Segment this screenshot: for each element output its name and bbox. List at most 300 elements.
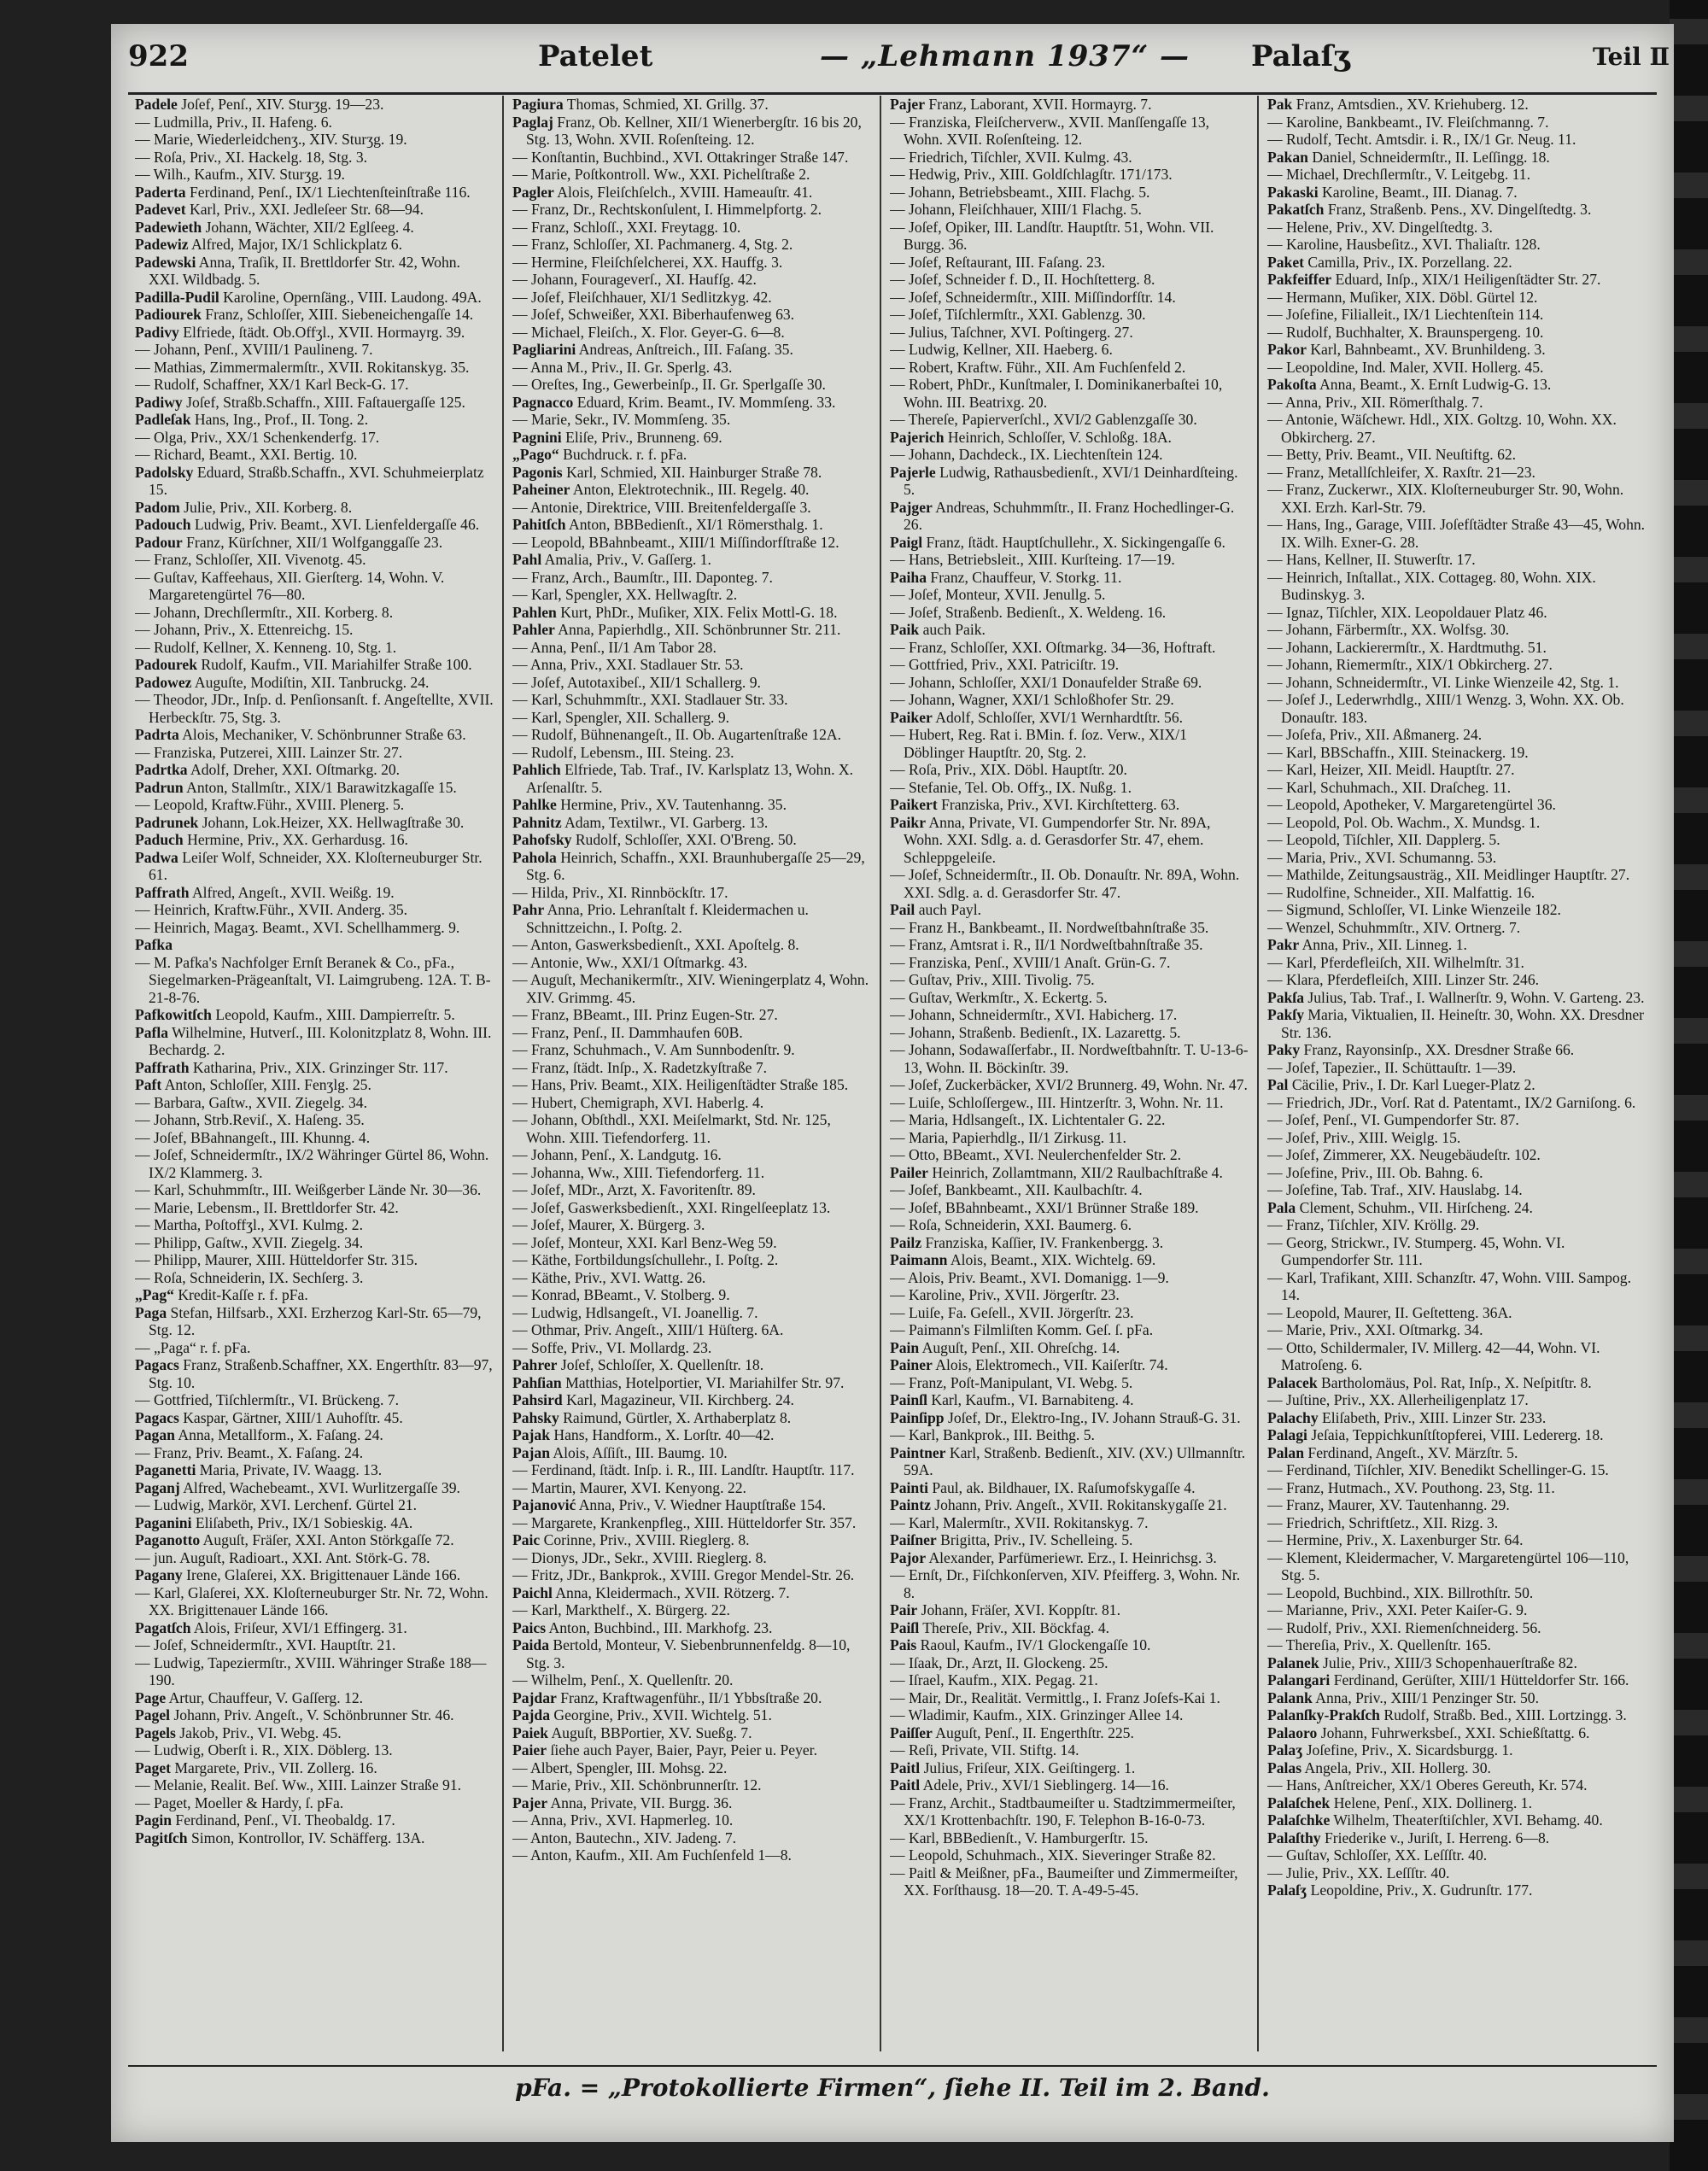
entry-details: Joſef, Schloſſer, X. Quellenſtr. 18. xyxy=(557,1356,764,1373)
entry-details: — Richard, Beamt., XXI. Bertig. 10. xyxy=(135,446,358,463)
directory-entry xyxy=(512,954,871,972)
directory-entry xyxy=(890,919,1249,937)
entry-details: — Friedrich, Schriftſetz., XII. Rizg. 3. xyxy=(1267,1513,1499,1531)
directory-entry xyxy=(1267,1146,1652,1164)
directory-entry xyxy=(135,499,494,517)
entry-surname: Pajerich xyxy=(890,428,945,446)
entry-surname: Palaʒ xyxy=(1267,1741,1303,1758)
entry-details: — Ferdinand, ſtädt. Inſp. i. R., III. Landſtr. Hauptſtr. 117. xyxy=(512,1461,855,1478)
directory-entry xyxy=(512,306,871,324)
directory-entry xyxy=(890,814,1249,867)
entry-details: — Franziska, Putzerei, XIII. Lainzer Str. 27. xyxy=(135,743,403,761)
directory-entry xyxy=(512,534,871,552)
directory-entry xyxy=(135,901,494,919)
directory-entry xyxy=(135,569,494,604)
directory-entry xyxy=(890,429,1249,447)
directory-entry xyxy=(890,1374,1249,1392)
entry-surname: Paitl xyxy=(890,1758,921,1776)
entry-details: Franziska, Priv., XVI. Kirchſtetterg. 63. xyxy=(937,796,1180,813)
directory-entry xyxy=(890,1846,1249,1864)
directory-entry xyxy=(890,1776,1249,1794)
entry-details: — Joſef, Maurer, X. Bürgerg. 3. xyxy=(512,1216,705,1233)
directory-entry xyxy=(512,376,871,394)
directory-entry xyxy=(1267,551,1652,569)
directory-entry xyxy=(512,1601,871,1619)
directory-entry xyxy=(1267,1689,1652,1707)
directory-entry xyxy=(135,1741,494,1759)
entry-details: — Joſef J., Lederwrhdlg., XIII/1 Wenzg. 3, Wohn. XX. Ob. Donauſtr. 183. xyxy=(1267,691,1624,726)
entry-details: — Franz, Maurer, XV. Tautenhanng. 29. xyxy=(1267,1496,1510,1513)
directory-entry xyxy=(1267,1164,1652,1182)
directory-entry xyxy=(890,779,1249,797)
entry-surname: Paiha xyxy=(890,568,927,586)
entry-details: Raimund, Gürtler, X. Arthaberplatz 8. xyxy=(559,1408,792,1426)
entry-details: — Rudolf, Kellner, X. Kenneng. 10, Stg. 1. xyxy=(135,638,397,656)
entry-details: Alois, Friſeur, XVI/1 Effingerg. 31. xyxy=(190,1618,407,1636)
directory-entry xyxy=(890,1339,1249,1357)
directory-entry xyxy=(135,1409,494,1427)
entry-details: — Hedwig, Priv., XIII. Goldſchlagſtr. 171/173. xyxy=(890,166,1173,183)
entry-details: — Gottfried, Tiſchlermſtr., VI. Brückeng. 7. xyxy=(135,1391,400,1408)
entry-details: — Julius, Taſchner, XVI. Poſtingerg. 27. xyxy=(890,323,1133,341)
entry-details: — Rudolfine, Schneider., XII. Malfattig. 16. xyxy=(1267,883,1535,901)
entry-details: — Heinrich, Magaʒ. Beamt., XVI. Schellhammerg. 9. xyxy=(135,918,460,936)
directory-entry xyxy=(512,936,871,954)
entry-surname: Pagonis xyxy=(512,463,563,481)
entry-details: Ludwig, Priv. Beamt., XVI. Lienfeldergaſſe 46. xyxy=(190,516,480,533)
entry-details: — Johann, Lackierermſtr., X. Hardtmuthg. 51. xyxy=(1267,638,1547,656)
entry-details: — Ludwig, Markör, XVI. Lerchenf. Gürtel 21. xyxy=(135,1496,418,1513)
entry-details: Ferdinand, Penſ., IX/1 Liechtenſteinſtraße 116. xyxy=(185,183,471,201)
entry-details: — Klement, Kleidermacher, V. Margaretengürtel 106—110, Stg. 5. xyxy=(1267,1548,1629,1583)
entry-details: — Leopold, Tiſchler, XII. Dapplerg. 5. xyxy=(1267,831,1500,848)
directory-entry xyxy=(1267,691,1652,726)
entry-details: Anton, Buchbind., III. Markhofg. 23. xyxy=(546,1618,773,1636)
directory-entry xyxy=(512,1811,871,1829)
entry-surname: Pagacs xyxy=(135,1408,179,1426)
directory-entry xyxy=(135,1076,494,1094)
directory-entry xyxy=(890,1216,1249,1234)
directory-entry xyxy=(890,1391,1249,1409)
entry-surname: Pagitſch xyxy=(135,1829,188,1846)
entry-details: — Joſef, Tiſchlermſtr., XXI. Gablenzg. 30. xyxy=(890,306,1146,323)
directory-entry xyxy=(1267,1846,1652,1864)
entry-surname: Pajerle xyxy=(890,463,936,481)
directory-entry xyxy=(890,691,1249,709)
entry-surname: Palank xyxy=(1267,1688,1313,1706)
entry-details: — Joſefine, Priv., III. Ob. Bahng. 6. xyxy=(1267,1163,1483,1181)
entry-details: Julius, Tab. Traf., I. Wallnerſtr. 9, Wohn. V. Garteng. 23. xyxy=(1304,988,1645,1006)
entry-surname: Paimann xyxy=(890,1251,948,1268)
entry-surname: Palaſchek xyxy=(1267,1794,1331,1811)
entry-details: — Joſef, Fleiſchhauer, XI/1 Sedlitzkyg. 42. xyxy=(512,288,772,306)
entry-details: — Robert, PhDr., Kunſtmaler, I. Dominikanerbaſtei 10, Wohn. III. Beatrixg. 20. xyxy=(890,376,1223,411)
entry-details: — Franz, Zuckerwr., XIX. Kloſterneuburger Str. 90, Wohn. XXI. Erzh. Karl-Str. 79. xyxy=(1267,481,1624,516)
entry-details: — Martin, Maurer, XVI. Kenyong. 22. xyxy=(512,1478,746,1496)
entry-details: Kaspar, Gärtner, XIII/1 Auhofſtr. 45. xyxy=(178,1408,403,1426)
entry-details: Anna, Traſik, II. Brettldorfer Str. 42, Wohn. XXI. Wildbadg. 5. xyxy=(149,253,460,288)
directory-entry xyxy=(512,1566,871,1584)
directory-entry xyxy=(890,674,1249,692)
directory-entry xyxy=(135,796,494,814)
entry-details: — Franz, Poſt-Manipulant, VI. Webg. 5. xyxy=(890,1373,1133,1391)
entry-surname: Pagiura xyxy=(512,96,564,113)
entry-details: Joſef, Penſ., XIV. Sturʒg. 19—23. xyxy=(177,96,384,113)
directory-entry xyxy=(135,1199,494,1217)
entry-details: — Iſaak, Dr., Arzt, II. Glockeng. 25. xyxy=(890,1653,1108,1671)
entry-details: Hermine, Priv., XX. Gerhardusg. 16. xyxy=(183,831,408,848)
entry-surname: Pajger xyxy=(890,498,933,516)
directory-entry xyxy=(135,1776,494,1794)
directory-entry xyxy=(890,1199,1249,1217)
entry-details: — Karl, Schuhmmſtr., XXI. Stadlauer Str. 33. xyxy=(512,691,788,708)
entry-details: — Johann, Schneidermſtr., XVI. Habicherg. 17. xyxy=(890,1006,1178,1023)
directory-entry xyxy=(1267,726,1652,744)
entry-details: Artur, Chauffeur, V. Gaſſerg. 12. xyxy=(166,1688,364,1706)
entry-details: — Gottfried, Priv., XXI. Patriciſtr. 19. xyxy=(890,656,1120,673)
entry-details: Simon, Kontrollor, IV. Schäfferg. 13A. xyxy=(187,1829,425,1846)
entry-surname: Paft xyxy=(135,1076,162,1093)
directory-entry xyxy=(512,1619,871,1637)
directory-entry xyxy=(512,551,871,569)
entry-surname: Pahofsky xyxy=(512,831,572,848)
entry-surname: Padowez xyxy=(135,673,192,691)
entry-details: Georgine, Priv., XVII. Wichtelg. 51. xyxy=(549,1706,772,1723)
entry-details: — Franz, Schloſſer, XXI. Oſtmarkg. 34—36, Hoftraft. xyxy=(890,638,1216,656)
entry-surname: Pahlke xyxy=(512,796,557,813)
directory-entry xyxy=(1267,1601,1652,1619)
entry-surname: Pala xyxy=(1267,1198,1296,1216)
entry-surname: Padiourek xyxy=(135,306,202,323)
directory-entry xyxy=(1267,1444,1652,1462)
directory-entry xyxy=(135,884,494,902)
directory-entry xyxy=(890,1531,1249,1549)
entry-details: — Karl, Spengler, XX. Hellwagſtr. 2. xyxy=(512,586,738,603)
entry-details: Rudolf, Straßb. Bed., XIII. Lortzingg. 3. xyxy=(1379,1706,1627,1723)
directory-entry xyxy=(512,971,871,1006)
directory-entry xyxy=(135,1304,494,1339)
entry-details: — Dionys, JDr., Sekr., XVIII. Rieglerg. 8. xyxy=(512,1548,767,1566)
entry-details: Eduard, Inſp., XIX/1 Heiligenſtädter Str. 27. xyxy=(1331,271,1601,288)
entry-details: Auguſt, Penſ., XII. Ohreſchg. 14. xyxy=(919,1338,1120,1356)
directory-entry xyxy=(135,1181,494,1199)
entry-details: — Joſef, Monteur, XVII. Jenullg. 5. xyxy=(890,586,1106,603)
entry-details: — Anton, Gaswerksbedienſt., XXI. Apoſtelg. 8. xyxy=(512,936,799,953)
entry-surname: Pailer xyxy=(890,1163,928,1181)
entry-surname: Padourek xyxy=(135,656,197,673)
entry-details: — Alois, Priv. Beamt., XVI. Domanigg. 1—9. xyxy=(890,1268,1169,1286)
entry-details: Alexander, Parfümeriewr. Erz., I. Heinrichsg. 3. xyxy=(926,1548,1217,1566)
entry-details: — Karl, BBSchaffn., XIII. Steinackerg. 19. xyxy=(1267,743,1529,761)
entry-surname: Paichl xyxy=(512,1583,553,1601)
directory-entry xyxy=(1267,796,1652,814)
entry-details: — Guſtav, Schloſſer, XX. Leſſſtr. 40. xyxy=(1267,1846,1488,1864)
entry-details: Alois, Mechaniker, V. Schönbrunner Straße 63. xyxy=(178,726,466,743)
directory-entry xyxy=(512,236,871,254)
entry-details: — Franz, Arch., Baumſtr., III. Daponteg. 7. xyxy=(512,568,773,586)
header-first-entry: Patelet xyxy=(538,39,653,73)
entry-details: — Paget, Moeller & Hardy, ſ. pFa. xyxy=(135,1794,344,1811)
directory-entry xyxy=(1267,1724,1652,1742)
directory-entry xyxy=(512,831,871,849)
entry-details: Anna, Papierhdlg., XII. Schönbrunner Str. 211. xyxy=(554,621,841,638)
directory-entry xyxy=(1267,884,1652,902)
directory-entry xyxy=(512,709,871,727)
entry-surname: Palan xyxy=(1267,1443,1305,1461)
entry-details: — Karoline, Hausbeſitz., XVI. Thaliaſtr. 128. xyxy=(1267,236,1541,253)
entry-details: Anna, Priv., V. Wiedner Hauptſtraße 154. xyxy=(576,1496,827,1513)
footer-rule xyxy=(128,2065,1657,2067)
directory-entry xyxy=(890,534,1249,552)
directory-entry xyxy=(1267,919,1652,937)
entry-surname: Palaoro xyxy=(1267,1723,1318,1741)
directory-entry xyxy=(135,1251,494,1269)
directory-entry xyxy=(135,1496,494,1514)
directory-entry xyxy=(135,306,494,324)
entry-details: Anna, Private, VI. Gumpendorfer Str. Nr. 89A, Wohn. XXI. Sdlg. a. d. Gerasdorfer Str. 47, ehem. Schleppgeleiſe. xyxy=(904,813,1211,866)
entry-details: — Joſef, Schneidermſtr., IX/2 Währinger Gürtel 86, Wohn. IX/2 Klammerg. 3. xyxy=(135,1146,489,1181)
directory-entry xyxy=(512,1776,871,1794)
entry-details: Corinne, Priv., XVIII. Rieglerg. 8. xyxy=(540,1531,750,1548)
column-4 xyxy=(1267,96,1652,2051)
directory-entry xyxy=(1267,1584,1652,1602)
directory-entry xyxy=(1267,1619,1652,1637)
directory-entry xyxy=(135,1794,494,1812)
directory-entry xyxy=(135,1216,494,1234)
entry-details: — Luiſe, Schloſſergew., III. Hintzerſtr. 3, Wohn. Nr. 11. xyxy=(890,1093,1224,1111)
entry-details: — Franz, Schloſſer, XI. Pachmanerg. 4, Stg. 2. xyxy=(512,236,793,253)
entry-details: — Melanie, Realit. Beſ. Ww., XIII. Lainzer Straße 91. xyxy=(135,1776,462,1794)
directory-entry xyxy=(135,1146,494,1181)
entry-surname: Padewieth xyxy=(135,218,202,236)
entry-details: Maria, Viktualien, II. Heineſtr. 30, Wohn. XX. Dresdner Str. 136. xyxy=(1281,1006,1645,1041)
directory-entry xyxy=(512,166,871,184)
directory-entry xyxy=(890,551,1249,569)
directory-entry xyxy=(512,254,871,272)
entry-details: — Konrad, BBeamt., V. Stolberg. 9. xyxy=(512,1286,730,1303)
entry-details: Paul, ak. Bildhauer, IX. Raſumofskygaſſe 4. xyxy=(927,1478,1196,1496)
directory-entry xyxy=(890,1146,1249,1164)
entry-surname: Pafka xyxy=(135,936,173,953)
directory-entry xyxy=(1267,866,1652,884)
directory-entry xyxy=(135,149,494,167)
entry-details: Clement, Schuhm., VII. Hirſcheng. 24. xyxy=(1296,1198,1533,1216)
directory-entry xyxy=(1267,1304,1652,1322)
directory-entry xyxy=(512,744,871,762)
entry-details: — Ernſt, Dr., Fiſchkonſerven, XIV. Pfeifferg. 3, Wohn. Nr. 8. xyxy=(890,1566,1241,1601)
entry-details: — Wilhelm, Penſ., X. Quellenſtr. 20. xyxy=(512,1671,734,1688)
entry-details: Margarete, Priv., VII. Zollerg. 16. xyxy=(171,1758,377,1776)
film-edge-strip xyxy=(1670,0,1708,2171)
entry-details: Andreas, Schuhmmſtr., II. Franz Hochedlinger-G. 26. xyxy=(904,498,1235,533)
entry-surname: Pahr xyxy=(512,901,545,918)
entry-details: — Johann, Betriebsbeamt., XIII. Flachg. 5. xyxy=(890,183,1150,201)
directory-entry xyxy=(135,621,494,639)
entry-details: — Luiſe, Fa. Geſell., XVII. Jörgerſtr. 23. xyxy=(890,1303,1134,1321)
entry-details: Auguſt, BBPortier, XV. Sueßg. 7. xyxy=(548,1723,752,1741)
directory-entry xyxy=(1267,1094,1652,1112)
entry-details: — Johann, Dachdeck., IX. Liechtenſtein 124. xyxy=(890,446,1163,463)
entry-details: — Rudolf, Priv., XXI. Riemenſchneiderg. 56. xyxy=(1267,1618,1541,1636)
entry-details: Joſef, Dr., Elektro-Ing., IV. Johann Strauß-G. 31. xyxy=(944,1408,1241,1426)
entry-details: — Hans, Ing., Garage, VIII. Joſefſtädter Straße 43—45, Wohn. IX. Wilh. Exner-G. 28. xyxy=(1267,516,1646,551)
entry-details: Eliſabeth, Priv., XIII. Linzer Str. 233. xyxy=(1318,1408,1547,1426)
entry-surname: Pair xyxy=(890,1601,918,1618)
entry-details: — Antonie, Wäſchewr. Hdl., XIX. Goltzg. 10, Wohn. XX. Obkircherg. 27. xyxy=(1267,411,1617,446)
entry-details: — Johann, Drechſlermſtr., XII. Korberg. 8. xyxy=(135,603,394,621)
entry-surname: Paikert xyxy=(890,796,938,813)
entry-details: — Hilda, Priv., XI. Rinnböckſtr. 17. xyxy=(512,883,728,901)
entry-details: — Marie, Priv., XXI. Oſtmarkg. 34. xyxy=(1267,1321,1483,1338)
entry-details: Julie, Priv., XIII/3 Schopenhauerſtraße 82. xyxy=(1319,1653,1577,1671)
directory-entry xyxy=(1267,1811,1652,1829)
entry-details: — Karl, Spengler, XII. Schallerg. 9. xyxy=(512,708,730,726)
directory-entry xyxy=(890,96,1249,114)
directory-entry xyxy=(1267,306,1652,324)
entry-details: — Albert, Spengler, III. Mohsg. 22. xyxy=(512,1758,728,1776)
directory-entry xyxy=(890,1076,1249,1094)
directory-entry xyxy=(890,1444,1249,1479)
entry-surname: Pahsky xyxy=(512,1408,559,1426)
entry-surname: Paderta xyxy=(135,183,186,201)
directory-entry xyxy=(512,1479,871,1497)
entry-details: — Leopold, BBahnbeamt., XIII/1 Miſſindorfſtraße 12. xyxy=(512,533,839,551)
entry-details: Katharina, Priv., XIX. Grinzinger Str. 117. xyxy=(189,1058,448,1076)
entry-surname: Painer xyxy=(890,1356,933,1373)
entry-details: Maria, Private, IV. Waagg. 13. xyxy=(196,1461,383,1478)
directory-entry xyxy=(890,1619,1249,1637)
directory-entry xyxy=(135,1444,494,1462)
directory-entry xyxy=(1267,184,1652,202)
entry-details: — Anton, Kaufm., XII. Am Fuchſenfeld 1—8. xyxy=(512,1846,792,1864)
entry-details: — Rudolf, Schaffner, XX/1 Karl Beck-G. 17. xyxy=(135,376,409,393)
entry-details: — Franziska, Fleiſcherverw., XVII. Manſſengaſſe 13, Wohn. XVII. Roſenſteing. 12. xyxy=(890,113,1210,148)
directory-entry xyxy=(1267,446,1652,464)
entry-details: Adolf, Dreher, XXI. Oſtmarkg. 20. xyxy=(187,761,401,778)
directory-entry xyxy=(135,1356,494,1391)
entry-details: — Franz, Hutmach., XV. Pouthong. 23, Stg. 11. xyxy=(1267,1478,1555,1496)
directory-entry xyxy=(890,1321,1249,1339)
entry-details: Johann, Wächter, XII/2 Eglſeeg. 4. xyxy=(202,218,414,236)
directory-entry xyxy=(1267,1759,1652,1777)
entry-details: — Friedrich, Tiſchler, XVII. Kulmg. 43. xyxy=(890,148,1132,166)
entry-details: Franz, Straßenb. Pens., XV. Dingelſtedtg. 3. xyxy=(1324,201,1592,218)
entry-surname: Paiſner xyxy=(890,1531,937,1548)
entry-surname: Padleſak xyxy=(135,411,191,428)
directory-entry xyxy=(1267,831,1652,849)
entry-details: — Rudolf, Techt. Amtsdir. i. R., IX/1 Gr. Neug. 11. xyxy=(1267,131,1576,148)
entry-details: — Anna, Penſ., II/1 Am Tabor 28. xyxy=(512,638,717,656)
entry-details: Julius, Friſeur, XIX. Geiſtingerg. 1. xyxy=(920,1758,1136,1776)
entry-details: — Guſtav, Werkmſtr., X. Eckertg. 5. xyxy=(890,988,1108,1006)
entry-surname: Pakſa xyxy=(1267,988,1305,1006)
directory-entry xyxy=(135,254,494,289)
entry-surname: Palacek xyxy=(1267,1373,1318,1391)
directory-entry xyxy=(1267,761,1652,779)
entry-surname: Palaſchke xyxy=(1267,1811,1331,1829)
directory-entry xyxy=(890,936,1249,954)
directory-entry xyxy=(1267,464,1652,482)
entry-details: — Ludwig, Tapeziermſtr., XVIII. Währinger Straße 188—190. xyxy=(135,1653,487,1688)
entry-surname: Paganj xyxy=(135,1478,180,1496)
entry-details: — Leopold, Apotheker, V. Margaretengürtel 36. xyxy=(1267,796,1556,813)
entry-details: — Joſef, Bankbeamt., XII. Kaulbachſtr. 4. xyxy=(890,1181,1143,1198)
directory-entry xyxy=(1267,901,1652,919)
entry-surname: Paiker xyxy=(890,708,933,726)
entry-details: Heinrich, Zollamtmann, XII/2 Raulbachſtraße 4. xyxy=(927,1163,1223,1181)
entry-details: — Barbara, Gaſtw., XVII. Ziegelg. 34. xyxy=(135,1093,367,1111)
entry-surname: Pagin xyxy=(135,1811,173,1829)
directory-entry xyxy=(890,1129,1249,1147)
entry-details: — Joſef, BBahnbeamt., XXI/1 Brünner Straße 189. xyxy=(890,1198,1199,1216)
directory-entry xyxy=(135,1654,494,1689)
directory-entry xyxy=(890,604,1249,622)
entry-surname: Pagler xyxy=(512,183,554,201)
header-last-entry: Palaſʒ xyxy=(1251,39,1350,73)
column-divider xyxy=(880,96,881,2051)
directory-entry xyxy=(135,1426,494,1444)
entry-details: Karl, Priv., XXI. Jedleſeer Str. 68—94. xyxy=(185,201,424,218)
entry-details: Anna, Priv., XIII/1 Penzinger Str. 50. xyxy=(1312,1688,1539,1706)
entry-details: Johann, Priv. Angeſt., XVII. Rokitanskygaſſe 21. xyxy=(930,1496,1227,1513)
entry-details: — Karoline, Priv., XVII. Jörgerſtr. 23. xyxy=(890,1286,1120,1303)
entry-surname: Paget xyxy=(135,1758,172,1776)
entry-surname: Painti xyxy=(890,1478,928,1496)
directory-entry xyxy=(512,761,871,796)
entry-details: — Guſtav, Kaffeehaus, XII. Gierſterg. 14, Wohn. V. Margaretengürtel 76—80. xyxy=(135,568,445,603)
entry-details: — Martha, Poſtoffʒl., XVI. Kulmg. 2. xyxy=(135,1216,363,1233)
entry-details: — Maria, Papierhdlg., II/1 Zirkusg. 11. xyxy=(890,1128,1126,1146)
entry-surname: Palaſʒ xyxy=(1267,1881,1307,1899)
directory-entry xyxy=(512,1549,871,1567)
entry-surname: Pagany xyxy=(135,1566,183,1583)
entry-surname: Pagliarini xyxy=(512,341,576,358)
directory-entry xyxy=(135,1006,494,1024)
entry-details: — Roſa, Schneiderin, IX. Sechſerg. 3. xyxy=(135,1268,364,1286)
directory-entry xyxy=(890,1286,1249,1304)
entry-surname: Paky xyxy=(1267,1041,1301,1058)
directory-entry xyxy=(135,814,494,832)
entry-details: — Franz, Dr., Rechtskonſulent, I. Himmelpfortg. 2. xyxy=(512,201,822,218)
directory-entry xyxy=(512,849,871,884)
directory-entry xyxy=(1267,131,1652,149)
entry-surname: Pahitſch xyxy=(512,516,566,533)
entry-details: Franziska, Kaſſier, IV. Frankenbergg. 3. xyxy=(921,1233,1164,1251)
directory-entry xyxy=(512,1584,871,1602)
entry-details: — „Paga“ r. f. pFa. xyxy=(135,1338,251,1356)
entry-details: Anna, Prio. Lehranſtalt f. Kleidermachen u. Schnittzeichn., I. Poſtg. 2. xyxy=(526,901,809,936)
entry-details: — Franz, Schloſſer, XII. Vivenotg. 45. xyxy=(135,551,366,568)
entry-details: — Klara, Pferdefleiſch, XIII. Linzer Str. 246. xyxy=(1267,971,1540,988)
entry-details: Rudolf, Schloſſer, XXI. O'Breng. 50. xyxy=(571,831,797,848)
entry-surname: Pagnacco xyxy=(512,393,574,411)
directory-entry xyxy=(512,1794,871,1812)
directory-entry xyxy=(512,499,871,517)
directory-entry xyxy=(1267,324,1652,342)
directory-entry xyxy=(135,376,494,394)
entry-details: Ferdinand, Angeſt., XV. Märzſtr. 5. xyxy=(1304,1443,1518,1461)
page-footer xyxy=(111,2065,1674,2108)
entry-details: — Joſef, Schneider f. D., II. Hochſtetterg. 8. xyxy=(890,271,1155,288)
page-number: 922 xyxy=(128,39,189,73)
directory-entry xyxy=(890,271,1249,289)
entry-details: Camilla, Priv., IX. Porzellang. 22. xyxy=(1304,253,1512,271)
entry-details: — Rudolf, Buchhalter, X. Braunspergeng. 10. xyxy=(1267,323,1544,341)
entry-details: Hermine, Priv., XV. Tautenhanng. 35. xyxy=(556,796,787,813)
entry-details: — Margarete, Krankenpfleg., XIII. Hütteldorfer Str. 357. xyxy=(512,1513,857,1531)
entry-details: — Anna, Priv., XVI. Hapmerleg. 10. xyxy=(512,1811,734,1829)
entry-details: Eduard, Krim. Beamt., IV. Mommſeng. 33. xyxy=(573,393,836,411)
